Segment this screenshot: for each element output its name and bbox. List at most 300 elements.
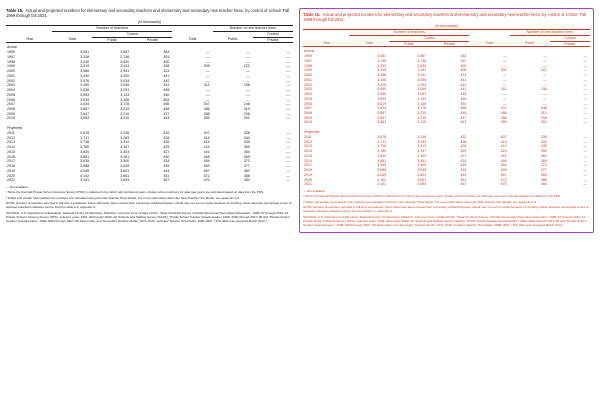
teachers-private-cell: 428 — [163, 135, 170, 140]
hires-private-cell: — — [583, 182, 587, 187]
hires-total-cell: — — [503, 73, 507, 78]
teachers-total-cell: 3,593 — [377, 96, 387, 101]
hires-public-cell: 383 — [243, 168, 250, 173]
hires-total-cell: 459 — [500, 168, 507, 173]
hires-private-cell: — — [583, 168, 587, 173]
teachers-total-cell: 3,634 — [377, 106, 387, 111]
teachers-private-cell: 441 — [163, 83, 170, 88]
teachers-public-cell: 3,210 — [120, 116, 130, 121]
year-cell: 2005 — [7, 92, 15, 97]
header-total-hires-highlighted: Total — [485, 41, 494, 46]
section-heading: Actual — [304, 49, 314, 54]
year-cell: 2020 — [7, 173, 15, 178]
teachers-private-cell: 448 — [163, 106, 170, 111]
hires-public-cell: — — [543, 58, 547, 63]
teachers-total-cell: 3,711 — [377, 139, 387, 144]
hires-total-cell: — — [503, 77, 507, 82]
year-cell: 2006 — [7, 97, 15, 102]
hires-public-cell: — — [246, 97, 250, 102]
hires-private-cell: — — [583, 172, 587, 177]
hires-total-cell: 472 — [500, 177, 507, 182]
hires-public-cell: 344 — [540, 139, 547, 144]
year-cell: 2003 — [304, 87, 312, 92]
table-notes-highlighted — [303, 190, 590, 228]
teachers-public-cell: 3,143 — [120, 92, 130, 97]
year-cell: 2013 — [304, 144, 312, 149]
hires-total-cell: 307 — [203, 102, 210, 107]
table-body-highlighted — [303, 47, 590, 187]
hires-total-cell: 448 — [500, 158, 507, 163]
hires-total-cell: 307 — [500, 106, 507, 111]
teachers-private-cell: 441 — [460, 77, 467, 82]
header-total-teachers: Total — [68, 37, 76, 42]
table-note: ² Public and private new teacher hire numbers are estimated using the New Teacher Hires Model. For more information about the New Teacher Hire Model, see appendix A.3. — [303, 199, 537, 204]
teachers-total-cell: 3,490 — [80, 83, 90, 88]
hires-public-cell: 364 — [540, 153, 547, 158]
hires-public-cell: 248 — [540, 106, 547, 111]
hires-private-cell: — — [286, 116, 290, 121]
header-year: Year — [25, 37, 34, 42]
teachers-private-cell: 445 — [163, 88, 170, 93]
hires-total-cell: 424 — [500, 149, 507, 154]
header-control-teachers: Control — [92, 31, 172, 37]
hires-total-cell: — — [206, 50, 210, 55]
teachers-total-cell: 3,667 — [377, 110, 387, 115]
hires-private-cell: — — [286, 106, 290, 111]
hires-total-cell: — — [206, 54, 210, 59]
hires-public-cell: 298 — [540, 115, 547, 120]
teachers-private-cell: 444 — [163, 168, 170, 173]
hires-private-cell: — — [286, 130, 290, 135]
year-cell: 1999 — [304, 54, 312, 59]
teachers-private-cell: 400 — [163, 59, 170, 64]
teachers-total-cell: 3,476 — [80, 78, 90, 83]
table-note: NOTE: Number of teachers reported in full-time equivalents. Some data have been revised from previously published figures. Detail may not sum to totals because of rounding. Mean absolute percentage errors of selected education statistics can be found in table A-2, appendix A. — [6, 201, 292, 210]
section-heading: Projected — [304, 130, 320, 135]
teachers-public-cell: 3,000 — [417, 77, 427, 82]
header-public-hires-highlighted: Public — [524, 41, 535, 46]
header-public-teachers-highlighted: Public — [404, 41, 415, 46]
teachers-total-cell: 3,935 — [377, 163, 387, 168]
hires-public-cell: — — [543, 73, 547, 78]
teachers-total-cell: 3,653 — [80, 116, 90, 121]
table-panel-highlighted — [299, 8, 594, 233]
hires-total-cell: 365 — [500, 120, 507, 125]
table-notes-original — [6, 186, 293, 224]
table-panel-original — [6, 8, 293, 233]
teachers-private-cell: 443 — [460, 120, 467, 125]
teachers-public-cell: 2,830 — [120, 59, 130, 64]
hires-total-cell: 467 — [500, 172, 507, 177]
teachers-total-cell: 3,830 — [377, 153, 387, 158]
teachers-public-cell: 3,601 — [417, 172, 427, 177]
year-cell: 2004 — [304, 92, 312, 97]
teachers-total-cell: 3,619 — [80, 97, 90, 102]
teachers-public-cell: 3,000 — [120, 73, 130, 78]
hires-private-cell: — — [286, 69, 290, 74]
table-label-highlighted: Table 15. — [303, 12, 321, 17]
hires-public-cell: 384 — [540, 182, 547, 187]
hires-private-cell: — — [583, 106, 587, 111]
teachers-total-cell: 3,647 — [377, 115, 387, 120]
teachers-total-cell: 3,678 — [377, 134, 387, 139]
year-cell: 2007 — [7, 102, 15, 107]
teachers-private-cell: 441 — [163, 73, 170, 78]
teachers-private-cell: 437 — [163, 111, 170, 116]
hires-private-cell: — — [583, 58, 587, 63]
teachers-public-cell: 3,312 — [120, 140, 130, 145]
teachers-private-cell: 425 — [460, 149, 467, 154]
hires-total-cell: 467 — [203, 168, 210, 173]
year-cell: 1998 — [7, 59, 15, 64]
hires-private-cell: — — [583, 82, 587, 87]
year-cell: 1997 — [7, 54, 15, 59]
year-cell: 2011 — [304, 134, 312, 139]
year-cell: 2001 — [304, 77, 312, 82]
hires-public-cell: 386 — [540, 177, 547, 182]
hires-total-cell: 311 — [500, 87, 507, 92]
hires-total-cell: 448 — [203, 154, 210, 159]
teachers-total-cell: 3,440 — [80, 73, 90, 78]
teachers-public-cell: 3,178 — [417, 106, 427, 111]
teachers-private-cell: 451 — [460, 177, 467, 182]
teachers-total-cell: 3,647 — [80, 111, 90, 116]
teachers-total-cell: 3,738 — [80, 140, 90, 145]
hires-public-cell: 377 — [540, 168, 547, 173]
hires-private-cell: — — [583, 120, 587, 125]
teachers-public-cell: 2,911 — [417, 68, 427, 73]
year-cell: 2017 — [304, 163, 312, 168]
section-heading: Projected — [7, 126, 23, 131]
teachers-public-cell: 3,219 — [120, 106, 130, 111]
teachers-private-cell: 439 — [163, 164, 170, 169]
year-cell: 2000 — [7, 69, 15, 74]
teachers-public-cell: 2,667 — [417, 54, 427, 59]
teachers-total-cell: 3,138 — [377, 58, 387, 63]
hires-public-cell: — — [246, 92, 250, 97]
hires-public-cell: 386 — [243, 173, 250, 178]
hires-total-cell: 441 — [203, 149, 210, 154]
hires-total-cell: — — [503, 63, 507, 68]
year-cell: 2015 — [7, 149, 15, 154]
hires-public-cell: — — [246, 50, 250, 55]
teachers-total-cell: 3,988 — [377, 168, 387, 173]
teachers-public-cell: 3,403 — [417, 153, 427, 158]
teachers-private-cell: 391 — [163, 54, 170, 59]
hires-private-cell: — — [286, 140, 290, 145]
hires-public-cell: 344 — [243, 135, 250, 140]
teachers-private-cell: 434 — [163, 159, 170, 164]
hires-private-cell: — — [286, 54, 290, 59]
teachers-private-cell: 434 — [460, 163, 467, 168]
teachers-public-cell: 3,049 — [120, 83, 130, 88]
hires-total-cell: 414 — [203, 140, 210, 145]
hires-private-cell: — — [583, 92, 587, 97]
year-cell: 2004 — [7, 88, 15, 93]
teachers-private-cell: 424 — [163, 69, 170, 74]
hires-private-cell: — — [286, 149, 290, 154]
hires-total-cell: — — [206, 92, 210, 97]
hires-private-cell: — — [286, 111, 290, 116]
hires-total-cell: 305 — [500, 68, 507, 73]
hires-public-cell: 222 — [243, 64, 250, 69]
header-private-teachers: Private — [146, 37, 158, 42]
teachers-public-cell: 3,601 — [120, 168, 130, 173]
hires-public-cell: — — [543, 101, 547, 106]
hires-total-cell: 416 — [203, 135, 210, 140]
teachers-total-cell: 4,045 — [80, 168, 90, 173]
teachers-private-cell: 442 — [163, 78, 170, 83]
hires-private-cell: — — [583, 63, 587, 68]
table-note: ² Public and private new teacher hire numbers are estimated using the New Teacher Hires Model. For more information about the New Teacher Hire Model, see appendix A.3. — [6, 195, 240, 200]
teachers-public-cell: 3,403 — [120, 149, 130, 154]
hires-private-cell: — — [583, 163, 587, 168]
hires-private-cell: — — [583, 68, 587, 73]
teachers-total-cell: 3,319 — [80, 64, 90, 69]
teachers-public-cell: 3,694 — [417, 182, 427, 187]
hires-total-cell: 459 — [203, 164, 210, 169]
hires-private-cell: — — [583, 153, 587, 158]
hires-private-cell: — — [583, 158, 587, 163]
hires-total-cell: — — [206, 69, 210, 74]
year-cell: 2017 — [7, 159, 15, 164]
hires-public-cell: 298 — [243, 111, 250, 116]
teachers-public-cell: 3,034 — [120, 78, 130, 83]
hires-public-cell: — — [543, 96, 547, 101]
year-cell: 1999 — [304, 68, 312, 73]
hires-total-cell: — — [503, 101, 507, 106]
teachers-total-cell: 3,634 — [80, 102, 90, 107]
year-cell: 2012 — [304, 139, 312, 144]
teachers-total-cell: 3,711 — [80, 135, 90, 140]
year-cell: 1997 — [304, 58, 312, 63]
hires-private-cell: — — [286, 59, 290, 64]
hires-private-cell: — — [286, 64, 290, 69]
teachers-total-cell: 3,366 — [80, 69, 90, 74]
teachers-public-cell: 3,347 — [120, 145, 130, 150]
year-cell: 1999 — [7, 64, 15, 69]
hires-private-cell: — — [286, 102, 290, 107]
teachers-private-cell: 432 — [460, 134, 467, 139]
teachers-total-cell: 3,593 — [80, 92, 90, 97]
teachers-total-cell: 3,138 — [80, 54, 90, 59]
teachers-private-cell: 450 — [163, 92, 170, 97]
hires-private-cell: — — [286, 173, 290, 178]
hires-private-cell: — — [583, 115, 587, 120]
section-heading-row — [303, 128, 590, 135]
teachers-public-cell: 3,178 — [120, 102, 130, 107]
hires-private-cell: — — [286, 159, 290, 164]
year-cell: 2018 — [304, 168, 312, 173]
hires-private-cell: — — [286, 135, 290, 140]
teachers-private-cell: 426 — [460, 144, 467, 149]
hires-public-cell: 384 — [243, 178, 250, 183]
hires-private-cell: — — [583, 139, 587, 144]
teachers-public-cell: 3,166 — [120, 97, 130, 102]
hires-public-cell: 369 — [540, 158, 547, 163]
teachers-private-cell: 432 — [163, 130, 170, 135]
table-body-original — [6, 43, 293, 183]
teachers-total-cell: 4,102 — [377, 177, 387, 182]
year-cell: 2011 — [7, 130, 15, 135]
teachers-private-cell: 430 — [460, 158, 467, 163]
teachers-total-cell: 4,045 — [377, 172, 387, 177]
hires-private-cell: — — [583, 149, 587, 154]
table-caption-text: Actual and projected numbers for elementary and secondary teachers and elementary and secondary new teacher hires, by control of school: Fall 1999 through fall 2021 — [6, 8, 290, 19]
hires-public-cell: 338 — [540, 134, 547, 139]
teachers-public-cell: 2,746 — [417, 58, 427, 63]
table-note: NOTE: Number of teachers reported in full-time equivalents. Some data have been revised from previously published figures. Detail may not sum to totals because of rounding. Mean absolute percentage errors of selected education statistics can be found in table A-2, appendix A. — [303, 205, 589, 214]
table-note: SOURCE: U.S. Department of Education, National Center for Education Statistics, Common Core of Data (CCD), "State Nonfiscal Survey of Public Elementary/Secondary Education," 1998–97 through 2010–11; Private School Universe Survey (PSS), selected years, 1991–99 through 2009–10; Schools and Staffing Survey (SASS), "Public School Teacher Questionnaire," 1999–2000 through 2007–08 and "Private School Teacher Questionnaire," 1999–2000 through 2007–08; Elementary and Secondary Teacher Model, 1973–2010; and New Teacher Hire Model, 1988–2007. (This table was prepared March 2012.) — [6, 210, 290, 223]
hires-public-cell: 364 — [243, 149, 250, 154]
hires-private-cell: — — [583, 144, 587, 149]
teachers-private-cell: 456 — [163, 102, 170, 107]
teachers-public-cell: 3,166 — [417, 101, 427, 106]
teachers-total-cell: 3,230 — [377, 63, 387, 68]
hires-total-cell: — — [206, 88, 210, 93]
header-control-hires: Control — [253, 31, 293, 37]
teachers-private-cell: 408 — [163, 64, 170, 69]
hires-total-cell: 470 — [203, 178, 210, 183]
teachers-public-cell: 3,651 — [417, 177, 427, 182]
year-cell: 2001 — [7, 73, 15, 78]
teachers-private-cell: 442 — [460, 82, 467, 87]
hires-public-cell: — — [543, 92, 547, 97]
year-cell: 2006 — [304, 101, 312, 106]
table-label: Table 15. — [6, 8, 24, 13]
hires-public-cell: 238 — [540, 87, 547, 92]
teachers-total-cell: 3,738 — [377, 144, 387, 149]
teachers-public-cell: 2,830 — [417, 63, 427, 68]
table-note: — Not available. — [303, 188, 326, 193]
year-cell: 2013 — [7, 140, 15, 145]
hires-total-cell: 311 — [203, 83, 210, 88]
hires-public-cell: — — [246, 78, 250, 83]
header-number-of-teachers: Number of teachers — [52, 26, 173, 32]
hires-private-cell: — — [286, 83, 290, 88]
hires-private-cell: — — [286, 50, 290, 55]
teachers-private-cell: 456 — [460, 106, 467, 111]
teachers-total-cell: 3,051 — [377, 54, 387, 59]
teachers-private-cell: 437 — [460, 115, 467, 120]
year-cell: 2012 — [7, 135, 15, 140]
teachers-total-cell: 3,051 — [80, 50, 90, 55]
hires-total-cell: — — [503, 92, 507, 97]
header-total-hires: Total — [188, 37, 197, 42]
hires-total-cell: — — [503, 82, 507, 87]
table-caption-original — [6, 8, 293, 18]
teachers-total-cell: 3,935 — [80, 159, 90, 164]
teachers-public-cell: 3,210 — [417, 115, 427, 120]
hires-total-cell: 365 — [203, 116, 210, 121]
teachers-private-cell: 444 — [460, 172, 467, 177]
year-cell: 2014 — [304, 149, 312, 154]
hires-public-cell: 383 — [540, 172, 547, 177]
header-public-teachers: Public — [107, 37, 118, 42]
teachers-private-cell: 443 — [163, 116, 170, 121]
hires-public-cell: — — [246, 54, 250, 59]
hires-total-cell: 358 — [203, 111, 210, 116]
teachers-total-cell: 3,780 — [377, 149, 387, 154]
teachers-total-cell: 3,490 — [377, 87, 387, 92]
year-cell: 2021 — [7, 178, 15, 183]
hires-private-cell: — — [583, 73, 587, 78]
hires-private-cell: — — [286, 164, 290, 169]
teachers-total-cell: 3,536 — [377, 92, 387, 97]
teachers-public-cell: 3,283 — [120, 135, 130, 140]
hires-public-cell: 345 — [540, 144, 547, 149]
teachers-total-cell: 3,319 — [377, 68, 387, 73]
year-cell: 2005 — [304, 96, 312, 101]
year-cell: 2016 — [7, 154, 15, 159]
header-private-hires: Private — [267, 37, 279, 42]
hires-private-cell: — — [286, 92, 290, 97]
year-cell: 2010 — [304, 120, 312, 125]
teachers-public-cell: 3,049 — [417, 87, 427, 92]
teachers-total-cell: 3,830 — [80, 149, 90, 154]
hires-total-cell: — — [503, 96, 507, 101]
header-private-hires-highlighted: Private — [564, 41, 576, 46]
hires-private-cell: — — [583, 110, 587, 115]
teachers-private-cell: 445 — [460, 92, 467, 97]
hires-private-cell: — — [286, 154, 290, 159]
header-year-highlighted: Year — [322, 41, 331, 46]
teachers-public-cell: 3,091 — [120, 88, 130, 93]
hires-public-cell: 301 — [243, 116, 250, 121]
hires-total-cell: — — [206, 73, 210, 78]
hires-private-cell: — — [583, 101, 587, 106]
teachers-public-cell: 3,210 — [417, 120, 427, 125]
year-cell: 2003 — [7, 83, 15, 88]
hires-total-cell: 454 — [203, 159, 210, 164]
teachers-total-cell: 4,102 — [80, 173, 90, 178]
teachers-private-cell: 400 — [460, 63, 467, 68]
hires-private-cell: — — [583, 87, 587, 92]
hires-public-cell: — — [246, 73, 250, 78]
hires-total-cell: 441 — [500, 153, 507, 158]
teachers-total-cell: 4,151 — [377, 182, 387, 187]
hires-public-cell: 377 — [243, 164, 250, 169]
teachers-public-cell: 3,091 — [417, 92, 427, 97]
hires-total-cell: 386 — [500, 110, 507, 115]
table-caption-text-highlighted: Actual and projected numbers for elementary and secondary teachers and elementary and secondary new teacher hires, by control of school: Fall 1999 through fall 2021 — [303, 12, 587, 23]
hires-public-cell: — — [246, 69, 250, 74]
hires-total-cell: — — [206, 78, 210, 83]
teachers-public-cell: 2,941 — [417, 73, 427, 78]
hires-total-cell: 414 — [500, 144, 507, 149]
hires-public-cell: 248 — [243, 102, 250, 107]
header-public-hires: Public — [227, 37, 238, 42]
teachers-private-cell: 384 — [163, 50, 170, 55]
teachers-total-cell: 3,780 — [80, 145, 90, 150]
year-cell: 2002 — [7, 78, 15, 83]
teachers-total-cell: 3,667 — [80, 106, 90, 111]
year-cell: 2002 — [304, 82, 312, 87]
hires-public-cell: 359 — [243, 145, 250, 150]
hires-public-cell: 222 — [540, 68, 547, 73]
table-row — [6, 178, 293, 183]
hires-total-cell: — — [503, 58, 507, 63]
table-note: — Not available. — [6, 184, 29, 189]
teachers-private-cell: 426 — [163, 140, 170, 145]
hires-private-cell: — — [583, 177, 587, 182]
teachers-public-cell: 3,451 — [120, 154, 130, 159]
teachers-public-cell: 3,312 — [417, 144, 427, 149]
year-cell: 2008 — [304, 110, 312, 115]
teachers-public-cell: 3,500 — [120, 159, 130, 164]
teachers-private-cell: 453 — [163, 97, 170, 102]
year-cell: 2016 — [304, 158, 312, 163]
